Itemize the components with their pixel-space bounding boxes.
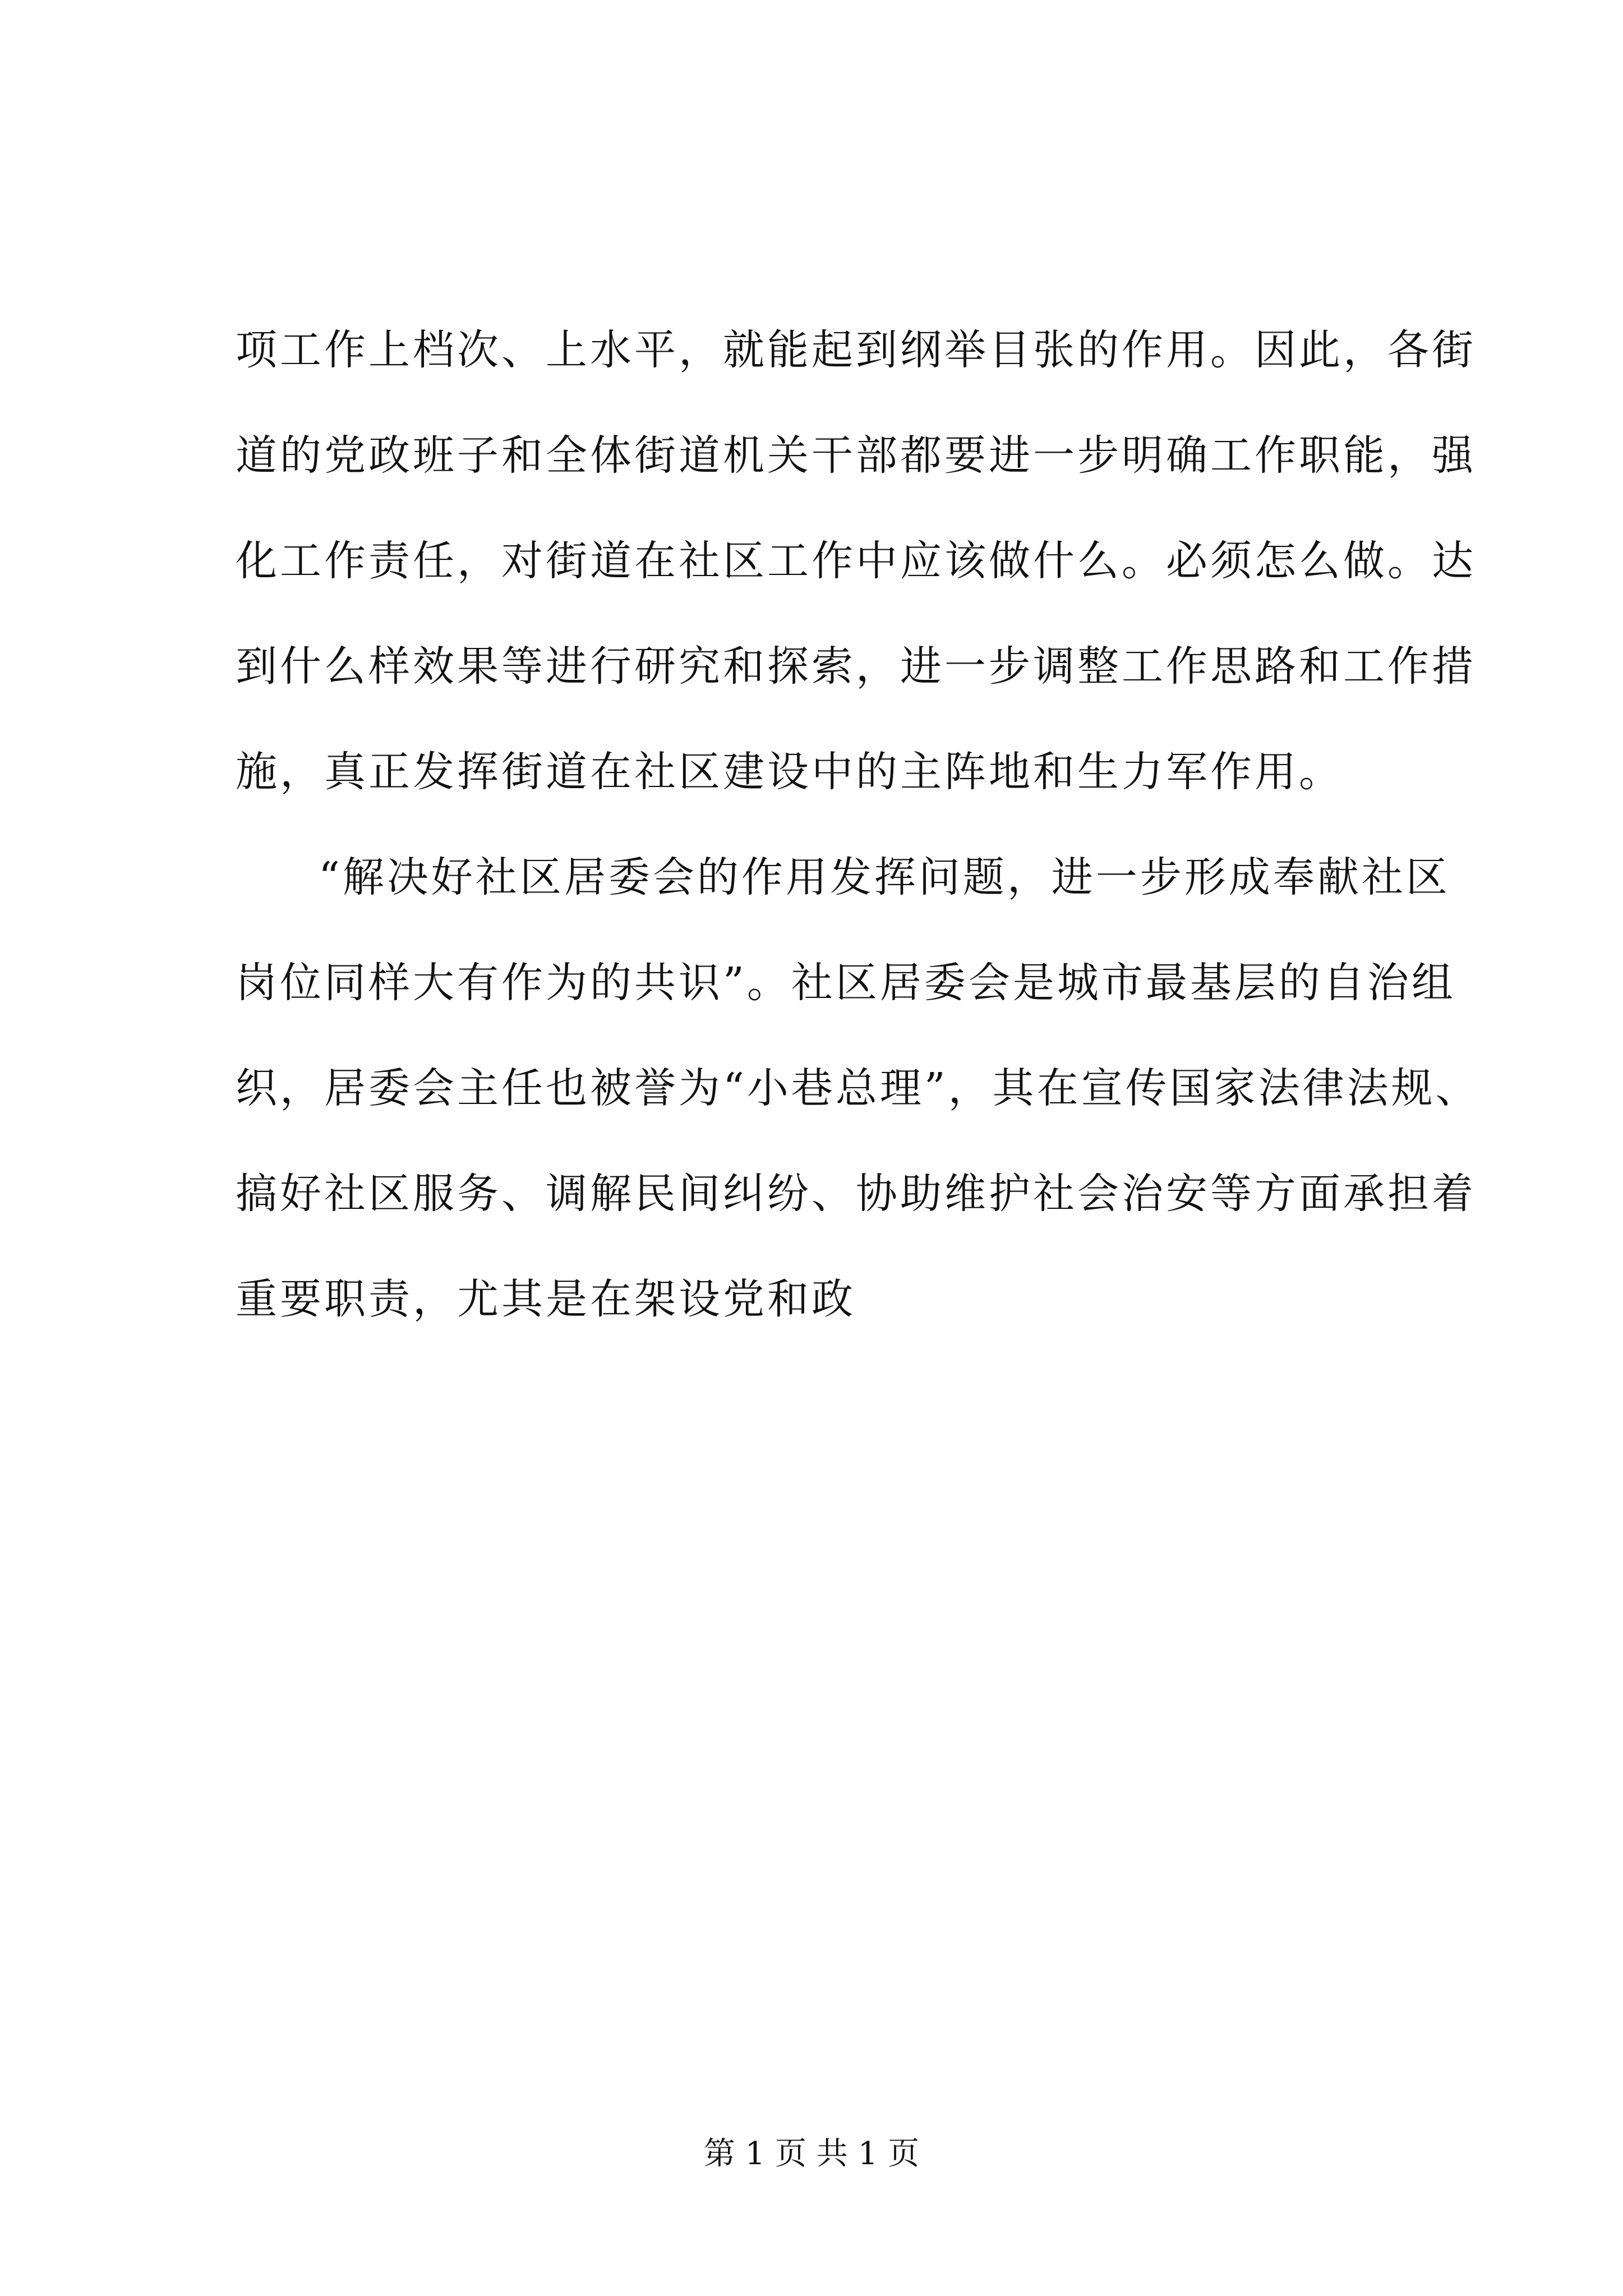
paragraph-line: 化工作责任，对街道在社区工作中应该做什么。必须怎么做。达 [236,537,1476,585]
paragraph-line: 织，居委会主任也被誉为“小巷总理”，其在宣传国家法律法规、 [236,1064,1480,1112]
paragraph-line: 岗位同样大有作为的共识”。社区居委会是城市最基层的自治组 [236,959,1456,1007]
paragraph-line: 施，真正发挥街道在社区建设中的主阵地和生力军作用。 [236,748,1343,796]
paragraph-line: 搞好社区服务、调解民间纠纷、协助维护社会治安等方面承担着 [236,1170,1476,1218]
paragraph-line: 道的党政班子和全体街道机关干部都要进一步明确工作职能，强 [236,431,1476,480]
paragraph-line: 项工作上档次、上水平，就能起到纲举目张的作用。因此，各街 [236,326,1476,374]
paragraph-line: 到什么样效果等进行研究和探索，进一步调整工作思路和工作措 [236,642,1476,691]
paragraph-line: “解决好社区居委会的作用发挥问题，进一步形成奉献社区 [319,853,1450,901]
paragraph-line: 重要职责，尤其是在架设党和政 [236,1275,856,1323]
page-footer: 第 1 页 共 1 页 [703,2136,920,2172]
body-text [236,297,1480,1352]
